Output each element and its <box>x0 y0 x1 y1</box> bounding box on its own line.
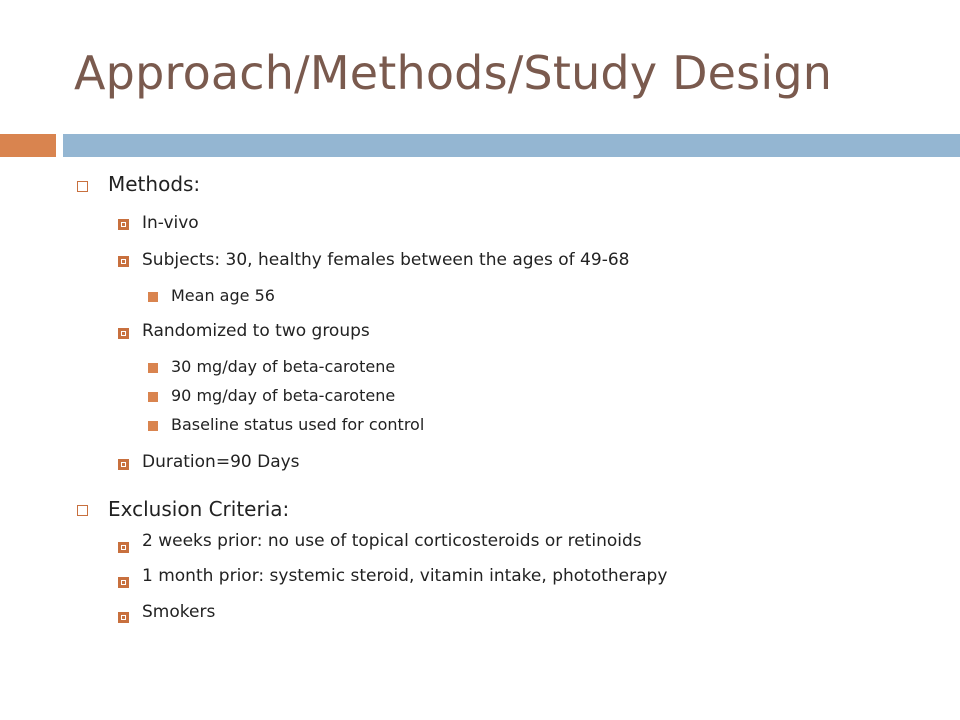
square-bullet-icon <box>118 219 129 230</box>
sub-list-item: 90 mg/day of beta-carotene <box>171 386 396 405</box>
list-item: 1 month prior: systemic steroid, vitamin intake, phototherapy <box>142 566 668 586</box>
square-bullet-icon <box>77 181 88 192</box>
list-item: In-vivo <box>142 213 199 233</box>
list-item: Subjects: 30, healthy females between the ages of 49-68 <box>142 250 630 270</box>
square-bullet-icon <box>118 459 129 470</box>
square-bullet-icon <box>118 542 129 553</box>
square-bullet-icon <box>118 256 129 267</box>
sub-list-item: 30 mg/day of beta-carotene <box>171 357 396 376</box>
filled-bullet-icon <box>148 292 158 302</box>
list-item: Duration=90 Days <box>142 452 300 472</box>
section-heading-methods: Methods: <box>108 172 201 196</box>
sub-list-item: Mean age 56 <box>171 286 275 305</box>
list-item: Randomized to two groups <box>142 321 370 341</box>
square-bullet-icon <box>77 505 88 516</box>
filled-bullet-icon <box>148 392 158 402</box>
section-heading-exclusion-criteria: Exclusion Criteria: <box>108 497 290 521</box>
filled-bullet-icon <box>148 363 158 373</box>
sub-list-item: Baseline status used for control <box>171 415 425 434</box>
list-item: 2 weeks prior: no use of topical corticosteroids or retinoids <box>142 531 642 551</box>
square-bullet-icon <box>118 577 129 588</box>
slide-title: Approach/Methods/Study Design <box>74 46 833 100</box>
square-bullet-icon <box>118 328 129 339</box>
filled-bullet-icon <box>148 421 158 431</box>
square-bullet-icon <box>118 612 129 623</box>
list-item: Smokers <box>142 602 216 622</box>
